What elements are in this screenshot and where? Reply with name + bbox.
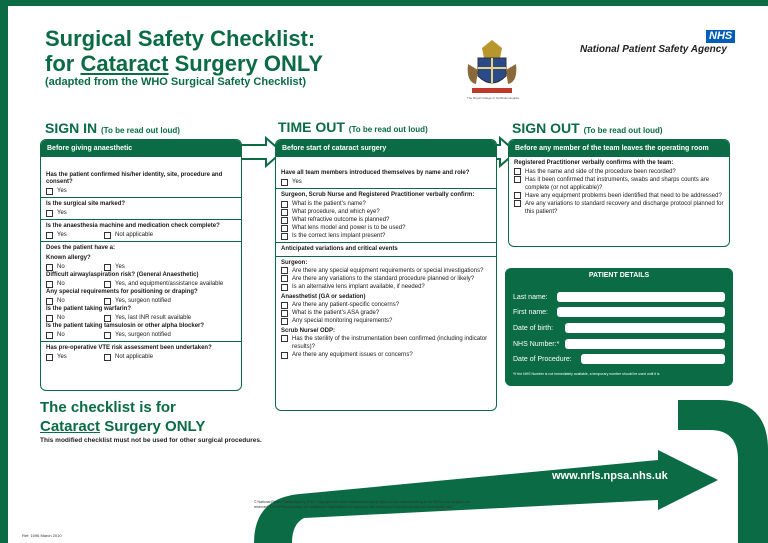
checkbox[interactable] — [46, 354, 53, 361]
checkbox[interactable] — [104, 281, 111, 288]
option-label: Are there any equipment issues or concerns? — [292, 352, 413, 358]
option-label: No — [57, 281, 65, 287]
option-label: Are there any patient-specific concerns? — [292, 302, 400, 308]
checkbox[interactable] — [281, 267, 288, 274]
option-label: Not applicable — [115, 232, 154, 238]
checkbox[interactable] — [46, 281, 53, 288]
checkbox-option[interactable] — [276, 309, 496, 317]
date-of-procedure-field[interactable] — [581, 354, 725, 364]
page-title — [45, 26, 323, 76]
checkbox[interactable] — [46, 298, 53, 305]
checkbox-option[interactable] — [104, 263, 125, 271]
checkbox-option[interactable] — [276, 351, 496, 359]
question-tamsulosin: Is the patient taking tamsulosin or other alpha blocker? — [46, 323, 205, 329]
nhs-logo: NHS — [706, 30, 735, 43]
checkbox-option[interactable] — [104, 353, 153, 361]
checkbox[interactable] — [281, 209, 288, 216]
royal-college-crest-icon — [462, 36, 522, 98]
checkbox-option[interactable] — [46, 263, 98, 271]
checkbox[interactable] — [281, 179, 288, 186]
surgeon-label: Surgeon: — [281, 260, 308, 266]
option-label: Yes — [57, 188, 67, 194]
checkbox-option[interactable] — [46, 280, 98, 288]
swoosh-arrow-icon — [248, 400, 768, 543]
checkbox[interactable] — [104, 232, 111, 239]
question-introductions: Have all team members introduced themselves by name and role? — [281, 170, 470, 176]
dob-label: Date of birth: — [513, 325, 554, 332]
checkbox-option[interactable] — [276, 216, 496, 224]
checkbox[interactable] — [281, 201, 288, 208]
checkbox[interactable] — [514, 192, 521, 199]
time-out-bar: Before start of cataract surgery — [276, 140, 496, 157]
option-label: Yes — [115, 264, 125, 270]
checkbox[interactable] — [46, 264, 53, 271]
checkbox[interactable] — [104, 332, 111, 339]
first-name-field[interactable] — [557, 307, 725, 317]
option-label: Yes, and equipment/assistance available — [115, 281, 224, 287]
option-label: What procedure, and which eye? — [292, 209, 380, 215]
anticipated-heading: Anticipated variations and critical events — [281, 246, 398, 252]
question-site: Is the surgical site marked? — [46, 201, 126, 207]
sign-in-block-site — [41, 198, 241, 220]
checkbox-option[interactable] — [276, 275, 496, 283]
question-patient-have: Does the patient have a: — [46, 245, 116, 251]
checkbox-option[interactable] — [276, 335, 496, 351]
option-label: Any special monitoring requirements? — [292, 318, 393, 324]
cataract-only-heading — [40, 398, 205, 436]
sign-in-heading-text: SIGN IN — [45, 120, 98, 136]
checkbox-option[interactable] — [276, 232, 496, 240]
checkbox-option[interactable] — [276, 267, 496, 275]
sign-in-block-vte — [41, 342, 241, 361]
date-of-procedure-label: Date of Procedure: — [513, 356, 572, 363]
checkbox-option[interactable] — [104, 231, 153, 239]
sign-out-heading-note: (To be read out loud) — [583, 126, 663, 135]
checkbox-option[interactable] — [276, 301, 496, 309]
option-label: What refractive outcome is planned? — [292, 217, 390, 223]
patient-details-title: PATIENT DETAILS — [588, 272, 650, 279]
checkbox-option[interactable] — [46, 331, 98, 339]
option-label: Have any equipment problems been identified that need to be addressed? — [525, 193, 722, 199]
time-out-panel — [275, 139, 497, 411]
option-label: Yes — [292, 179, 302, 185]
time-out-block-confirm — [276, 189, 496, 243]
cataract-heading-line-1: The checklist is for — [40, 399, 176, 416]
question-allergy: Known allergy? — [46, 255, 91, 261]
time-out-heading-note: (To be read out loud) — [348, 125, 428, 134]
question-warfarin: Is the patient taking warfarin? — [46, 306, 132, 312]
question-vte: Has pre-operative VTE risk assessment been undertaken? — [46, 345, 212, 351]
checkbox-option[interactable] — [46, 353, 98, 361]
checkbox[interactable] — [281, 318, 288, 325]
title-rest: Surgery ONLY — [168, 51, 323, 76]
question-identity: Has the patient confirmed his/her identity, site, procedure and consent? — [46, 172, 223, 185]
option-label: Yes — [57, 210, 67, 216]
checkbox-option[interactable] — [41, 209, 241, 217]
option-label: Has the name and side of the procedure been recorded? — [525, 169, 676, 175]
checkbox-option[interactable] — [509, 168, 729, 176]
sign-in-block-anaesthesia — [41, 220, 241, 242]
checkbox[interactable] — [46, 332, 53, 339]
subtitle: (adapted from the WHO Surgical Safety Checklist) — [45, 76, 306, 88]
time-out-heading-text: TIME OUT — [278, 119, 345, 135]
option-label: What is the patient's ASA grade? — [292, 310, 380, 316]
checkbox[interactable] — [104, 354, 111, 361]
checkbox-option[interactable] — [41, 187, 241, 195]
sign-in-bar: Before giving anaesthetic — [41, 140, 241, 157]
checkbox[interactable] — [281, 302, 288, 309]
checkbox[interactable] — [281, 335, 288, 342]
first-name-label: First name: — [513, 309, 549, 316]
option-label: Yes, surgeon notified — [115, 298, 171, 304]
checkbox-option[interactable] — [46, 297, 98, 305]
option-label: Has the sterility of the instrumentation been confirmed (including indicator results)? — [292, 336, 488, 350]
checkbox-option[interactable] — [104, 280, 223, 288]
question-airway: Difficult airway/aspiration risk? (General Anaesthetic) — [46, 272, 199, 278]
checkbox[interactable] — [104, 315, 111, 322]
cataract-word: Cataract — [40, 418, 101, 435]
last-name-label: Last name: — [513, 294, 548, 301]
sign-out-panel — [508, 139, 730, 247]
option-label: Are any variations to standard recovery and discharge protocol planned for this patient? — [525, 201, 724, 215]
dob-field[interactable] — [565, 323, 725, 333]
sign-in-heading-note: (To be read out loud) — [101, 126, 180, 135]
question-positioning: Any special requirements for positioning or draping? — [46, 289, 198, 295]
checkbox[interactable] — [46, 210, 53, 217]
option-label: Has it been confirmed that instruments, swabs and sharps counts are complete (or not applicable)? — [525, 177, 710, 191]
checkbox[interactable] — [281, 217, 288, 224]
checkbox[interactable] — [514, 168, 521, 175]
option-label: Yes — [57, 354, 67, 360]
sign-out-bar: Before any member of the team leaves the operating room — [509, 140, 729, 157]
anaesthetist-label: Anaesthetist (GA or sedation) — [281, 294, 366, 300]
option-label: Yes, last INR result available — [115, 315, 192, 321]
checkbox-option[interactable] — [509, 176, 729, 192]
usage-note: This modified checklist must not be used for other surgical procedures. — [40, 437, 262, 444]
patient-details-panel — [505, 268, 733, 386]
checkbox-option[interactable] — [46, 231, 98, 239]
checkbox[interactable] — [281, 310, 288, 317]
cataract-rest: Surgery ONLY — [100, 418, 206, 435]
checkbox[interactable] — [46, 188, 53, 195]
option-label: Is an alternative lens implant available, if needed? — [292, 284, 425, 290]
document-reference: Ref: 1096 March 2010 — [22, 533, 62, 538]
sign-out-heading-text: SIGN OUT — [512, 120, 580, 136]
checkbox-option[interactable] — [276, 283, 496, 291]
nhs-number-label: NHS Number:* — [513, 341, 560, 348]
checkbox[interactable] — [281, 284, 288, 291]
checkbox-option[interactable] — [509, 200, 729, 216]
checkbox-option[interactable] — [104, 314, 191, 322]
checkbox[interactable] — [281, 275, 288, 282]
checkbox[interactable] — [281, 352, 288, 359]
option-label: No — [57, 315, 65, 321]
time-out-block-introductions — [276, 167, 496, 189]
sign-in-block-identity — [41, 169, 241, 198]
title-for: for — [45, 51, 81, 76]
checkbox-option[interactable] — [104, 331, 171, 339]
question-practitioner-confirms: Registered Practitioner verbally confirms with the team: — [514, 160, 674, 166]
option-label: Are there any special equipment requirements or special investigations? — [292, 268, 484, 274]
checkbox[interactable] — [281, 225, 288, 232]
checkbox-option[interactable] — [46, 314, 98, 322]
option-label: No — [57, 264, 65, 270]
option-label: No — [57, 298, 65, 304]
checkbox[interactable] — [46, 315, 53, 322]
sign-in-heading — [45, 120, 180, 136]
option-label: No — [57, 332, 65, 338]
checkbox-option[interactable] — [276, 224, 496, 232]
title-line-2 — [45, 51, 323, 76]
title-cataract: Cataract — [80, 51, 169, 76]
website-url[interactable]: www.nrls.npsa.nhs.uk — [552, 470, 668, 482]
option-label: Yes — [57, 232, 67, 238]
sign-in-panel — [40, 139, 242, 391]
checkbox-option[interactable] — [276, 208, 496, 216]
option-label: Are there any variations to the standard procedure planned or likely? — [292, 276, 475, 282]
checkbox-option[interactable] — [276, 178, 496, 186]
time-out-heading — [278, 119, 428, 135]
scrub-nurse-label: Scrub Nurse/ ODP: — [281, 328, 336, 334]
option-label: Not applicable — [115, 354, 154, 360]
checkbox[interactable] — [104, 298, 111, 305]
question-anaesthesia: Is the anaesthesia machine and medication check complete? — [46, 223, 220, 229]
question-verbal-confirm: Surgeon, Scrub Nurse and Registered Practitioner verbally confirm: — [281, 192, 475, 198]
title-line-1: Surgical Safety Checklist: — [45, 26, 316, 51]
checkbox[interactable] — [514, 200, 521, 207]
option-label: What lens model and power is to be used? — [292, 225, 406, 231]
sign-out-heading — [512, 120, 663, 136]
sign-in-block-risks — [41, 242, 241, 342]
last-name-field[interactable] — [557, 292, 725, 302]
checkbox-option[interactable] — [276, 317, 496, 325]
checkbox[interactable] — [46, 232, 53, 239]
cataract-heading-line-2 — [40, 417, 205, 436]
agency-name: National Patient Safety Agency — [580, 44, 727, 55]
time-out-block-variations — [276, 243, 496, 359]
nhs-number-field[interactable] — [565, 339, 725, 349]
checkbox[interactable] — [281, 233, 288, 240]
copyright-notice: © National Patient Safety Agency 2010. Copyright and other intellectual property rights in this material belong to the NPSA and all rights are reserved. The NPSA authorises UK healthcare organisations to reproduce this material for educational and non-commercial use. — [254, 500, 470, 509]
checkbox-option[interactable] — [276, 200, 496, 208]
checkbox-option[interactable] — [104, 297, 171, 305]
option-label: What is the patient's name? — [292, 201, 366, 207]
option-label: Yes, surgeon notified — [115, 332, 171, 338]
checkbox[interactable] — [514, 176, 521, 183]
crest-caption: The Royal College of Ophthalmologists — [466, 96, 520, 100]
checkbox[interactable] — [104, 264, 111, 271]
nhs-number-footnote: *If the NHS Number is not immediately available, a temporary number should be used until it is — [513, 372, 660, 376]
checkbox-option[interactable] — [509, 192, 729, 200]
option-label: Is the correct lens implant present? — [292, 233, 386, 239]
